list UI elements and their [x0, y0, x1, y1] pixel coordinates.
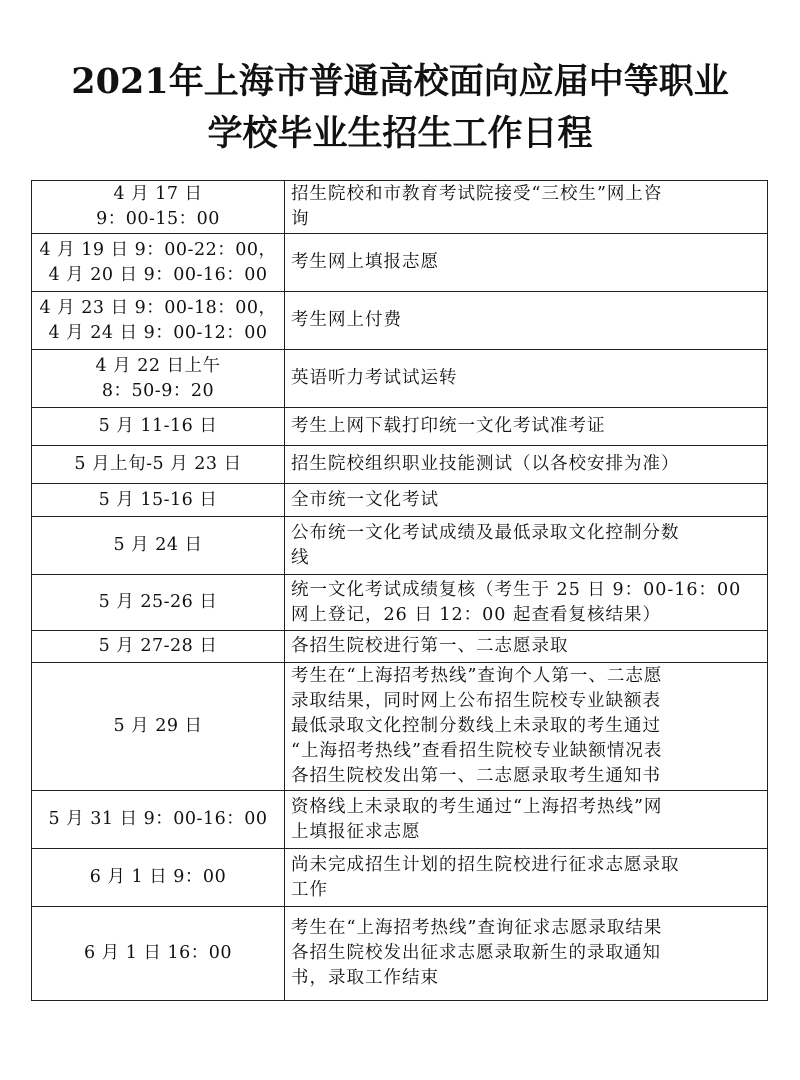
schedule-table	[31, 180, 768, 1001]
schedule-event-text: 统一文化考试成绩复核（考生于 25 日 9：00-16：00	[291, 579, 742, 600]
schedule-event-text: “上海招考热线”查看招生院校专业缺额情况表	[291, 741, 663, 761]
schedule-date-text: 5 月上旬-5 月 23 日	[74, 454, 242, 474]
schedule-row	[32, 849, 768, 907]
schedule-date-text: 5 月 25-26 日	[98, 592, 218, 612]
schedule-date-text: 6 月 1 日 9：00	[89, 867, 227, 887]
schedule-event-cell	[285, 849, 768, 907]
schedule-event-text: 考生在“上海招考热线”查询征求志愿录取结果	[291, 918, 663, 938]
schedule-event-text: 录取结果，同时网上公布招生院校专业缺额表	[291, 691, 661, 711]
schedule-event-text: 最低录取文化控制分数线上未录取的考生通过	[291, 716, 661, 736]
schedule-row	[32, 631, 768, 663]
schedule-date-cell	[32, 350, 285, 408]
schedule-row	[32, 181, 768, 234]
schedule-row	[32, 517, 768, 575]
schedule-date-cell	[32, 446, 285, 484]
page-title-line-1: 2021年上海市普通高校面向应届中等职业	[71, 61, 729, 102]
schedule-event-text: 考生上网下载打印统一文化考试准考证	[291, 416, 606, 436]
schedule-event-text: 资格线上未录取的考生通过“上海招考热线”网	[291, 796, 663, 817]
schedule-row	[32, 575, 768, 631]
schedule-event-text: 线	[291, 547, 310, 568]
schedule-event-text: 考生网上付费	[291, 310, 402, 330]
schedule-event-text: 各招生院校发出征求志愿录取新生的录取通知	[291, 943, 661, 963]
schedule-date-cell	[32, 484, 285, 517]
schedule-row	[32, 350, 768, 408]
schedule-date-text: 4 月 17 日	[113, 184, 203, 204]
schedule-event-text: 考生在“上海招考热线”查询个人第一、二志愿	[291, 666, 663, 686]
schedule-date-text: 8：50-9：20	[101, 380, 215, 401]
schedule-event-cell	[285, 517, 768, 575]
schedule-event-cell	[285, 907, 768, 1001]
schedule-event-text: 公布统一文化考试成绩及最低录取文化控制分数	[291, 522, 680, 543]
schedule-date-text: 6 月 1 日 16：00	[83, 943, 233, 963]
schedule-row	[32, 907, 768, 1001]
schedule-event-cell	[285, 181, 768, 234]
schedule-event-text: 各招生院校进行第一、二志愿录取	[291, 636, 569, 656]
schedule-event-cell	[285, 234, 768, 292]
schedule-event-cell	[285, 631, 768, 663]
schedule-event-text: 全市统一文化考试	[291, 489, 439, 510]
schedule-row	[32, 234, 768, 292]
schedule-date-cell	[32, 907, 285, 1001]
schedule-date-cell	[32, 631, 285, 663]
schedule-date-text: 5 月 31 日 9：00-16：00	[48, 809, 268, 829]
schedule-date-cell	[32, 663, 285, 791]
schedule-date-text: 5 月 24 日	[113, 535, 203, 555]
schedule-date-text: 9：00-15：00	[96, 209, 220, 229]
schedule-date-text: 4 月 20 日 9：00-16：00	[48, 264, 268, 285]
schedule-date-text: 4 月 24 日 9：00-12：00	[48, 322, 268, 343]
schedule-event-text: 上填报征求志愿	[291, 821, 421, 842]
schedule-date-text: 5 月 29 日	[113, 716, 203, 736]
schedule-row	[32, 292, 768, 350]
schedule-event-text: 网上登记，26 日 12：00 起查看复核结果）	[291, 604, 661, 625]
schedule-event-text: 询	[291, 209, 310, 229]
schedule-event-text: 考生网上填报志愿	[291, 252, 439, 272]
schedule-row	[32, 484, 768, 517]
schedule-date-cell	[32, 517, 285, 575]
schedule-table-body	[32, 181, 768, 1001]
schedule-date-text: 5 月 15-16 日	[98, 489, 218, 510]
schedule-event-text: 各招生院校发出第一、二志愿录取考生通知书	[291, 766, 661, 786]
schedule-date-cell	[32, 791, 285, 849]
schedule-row	[32, 791, 768, 849]
schedule-date-cell	[32, 849, 285, 907]
schedule-event-text: 英语听力考试试运转	[291, 368, 458, 388]
schedule-date-cell	[32, 408, 285, 446]
schedule-event-cell	[285, 408, 768, 446]
schedule-event-cell	[285, 350, 768, 408]
schedule-row	[32, 446, 768, 484]
schedule-event-cell	[285, 484, 768, 517]
schedule-date-text: 4 月 19 日 9：00-22：00，	[39, 239, 277, 260]
schedule-event-text: 招生院校和市教育考试院接受“三校生”网上咨	[291, 184, 663, 204]
page-title-line-2: 学校毕业生招生工作日程	[207, 113, 593, 154]
schedule-date-text: 4 月 22 日上午	[95, 355, 221, 376]
schedule-event-cell	[285, 292, 768, 350]
schedule-row	[32, 408, 768, 446]
schedule-event-text: 工作	[291, 879, 328, 900]
schedule-date-text: 4 月 23 日 9：00-18：00，	[39, 297, 277, 318]
schedule-event-cell	[285, 663, 768, 791]
schedule-row	[32, 663, 768, 791]
schedule-date-cell	[32, 575, 285, 631]
schedule-date-cell	[32, 234, 285, 292]
schedule-date-cell	[32, 292, 285, 350]
schedule-event-text: 尚未完成招生计划的招生院校进行征求志愿录取	[291, 854, 680, 875]
schedule-event-cell	[285, 791, 768, 849]
schedule-event-text: 招生院校组织职业技能测试（以各校安排为准）	[291, 454, 680, 474]
schedule-date-cell	[32, 181, 285, 234]
schedule-event-cell	[285, 575, 768, 631]
schedule-date-text: 5 月 27-28 日	[98, 636, 218, 656]
schedule-event-text: 书，录取工作结束	[291, 968, 439, 988]
schedule-date-text: 5 月 11-16 日	[98, 416, 218, 436]
schedule-event-cell	[285, 446, 768, 484]
